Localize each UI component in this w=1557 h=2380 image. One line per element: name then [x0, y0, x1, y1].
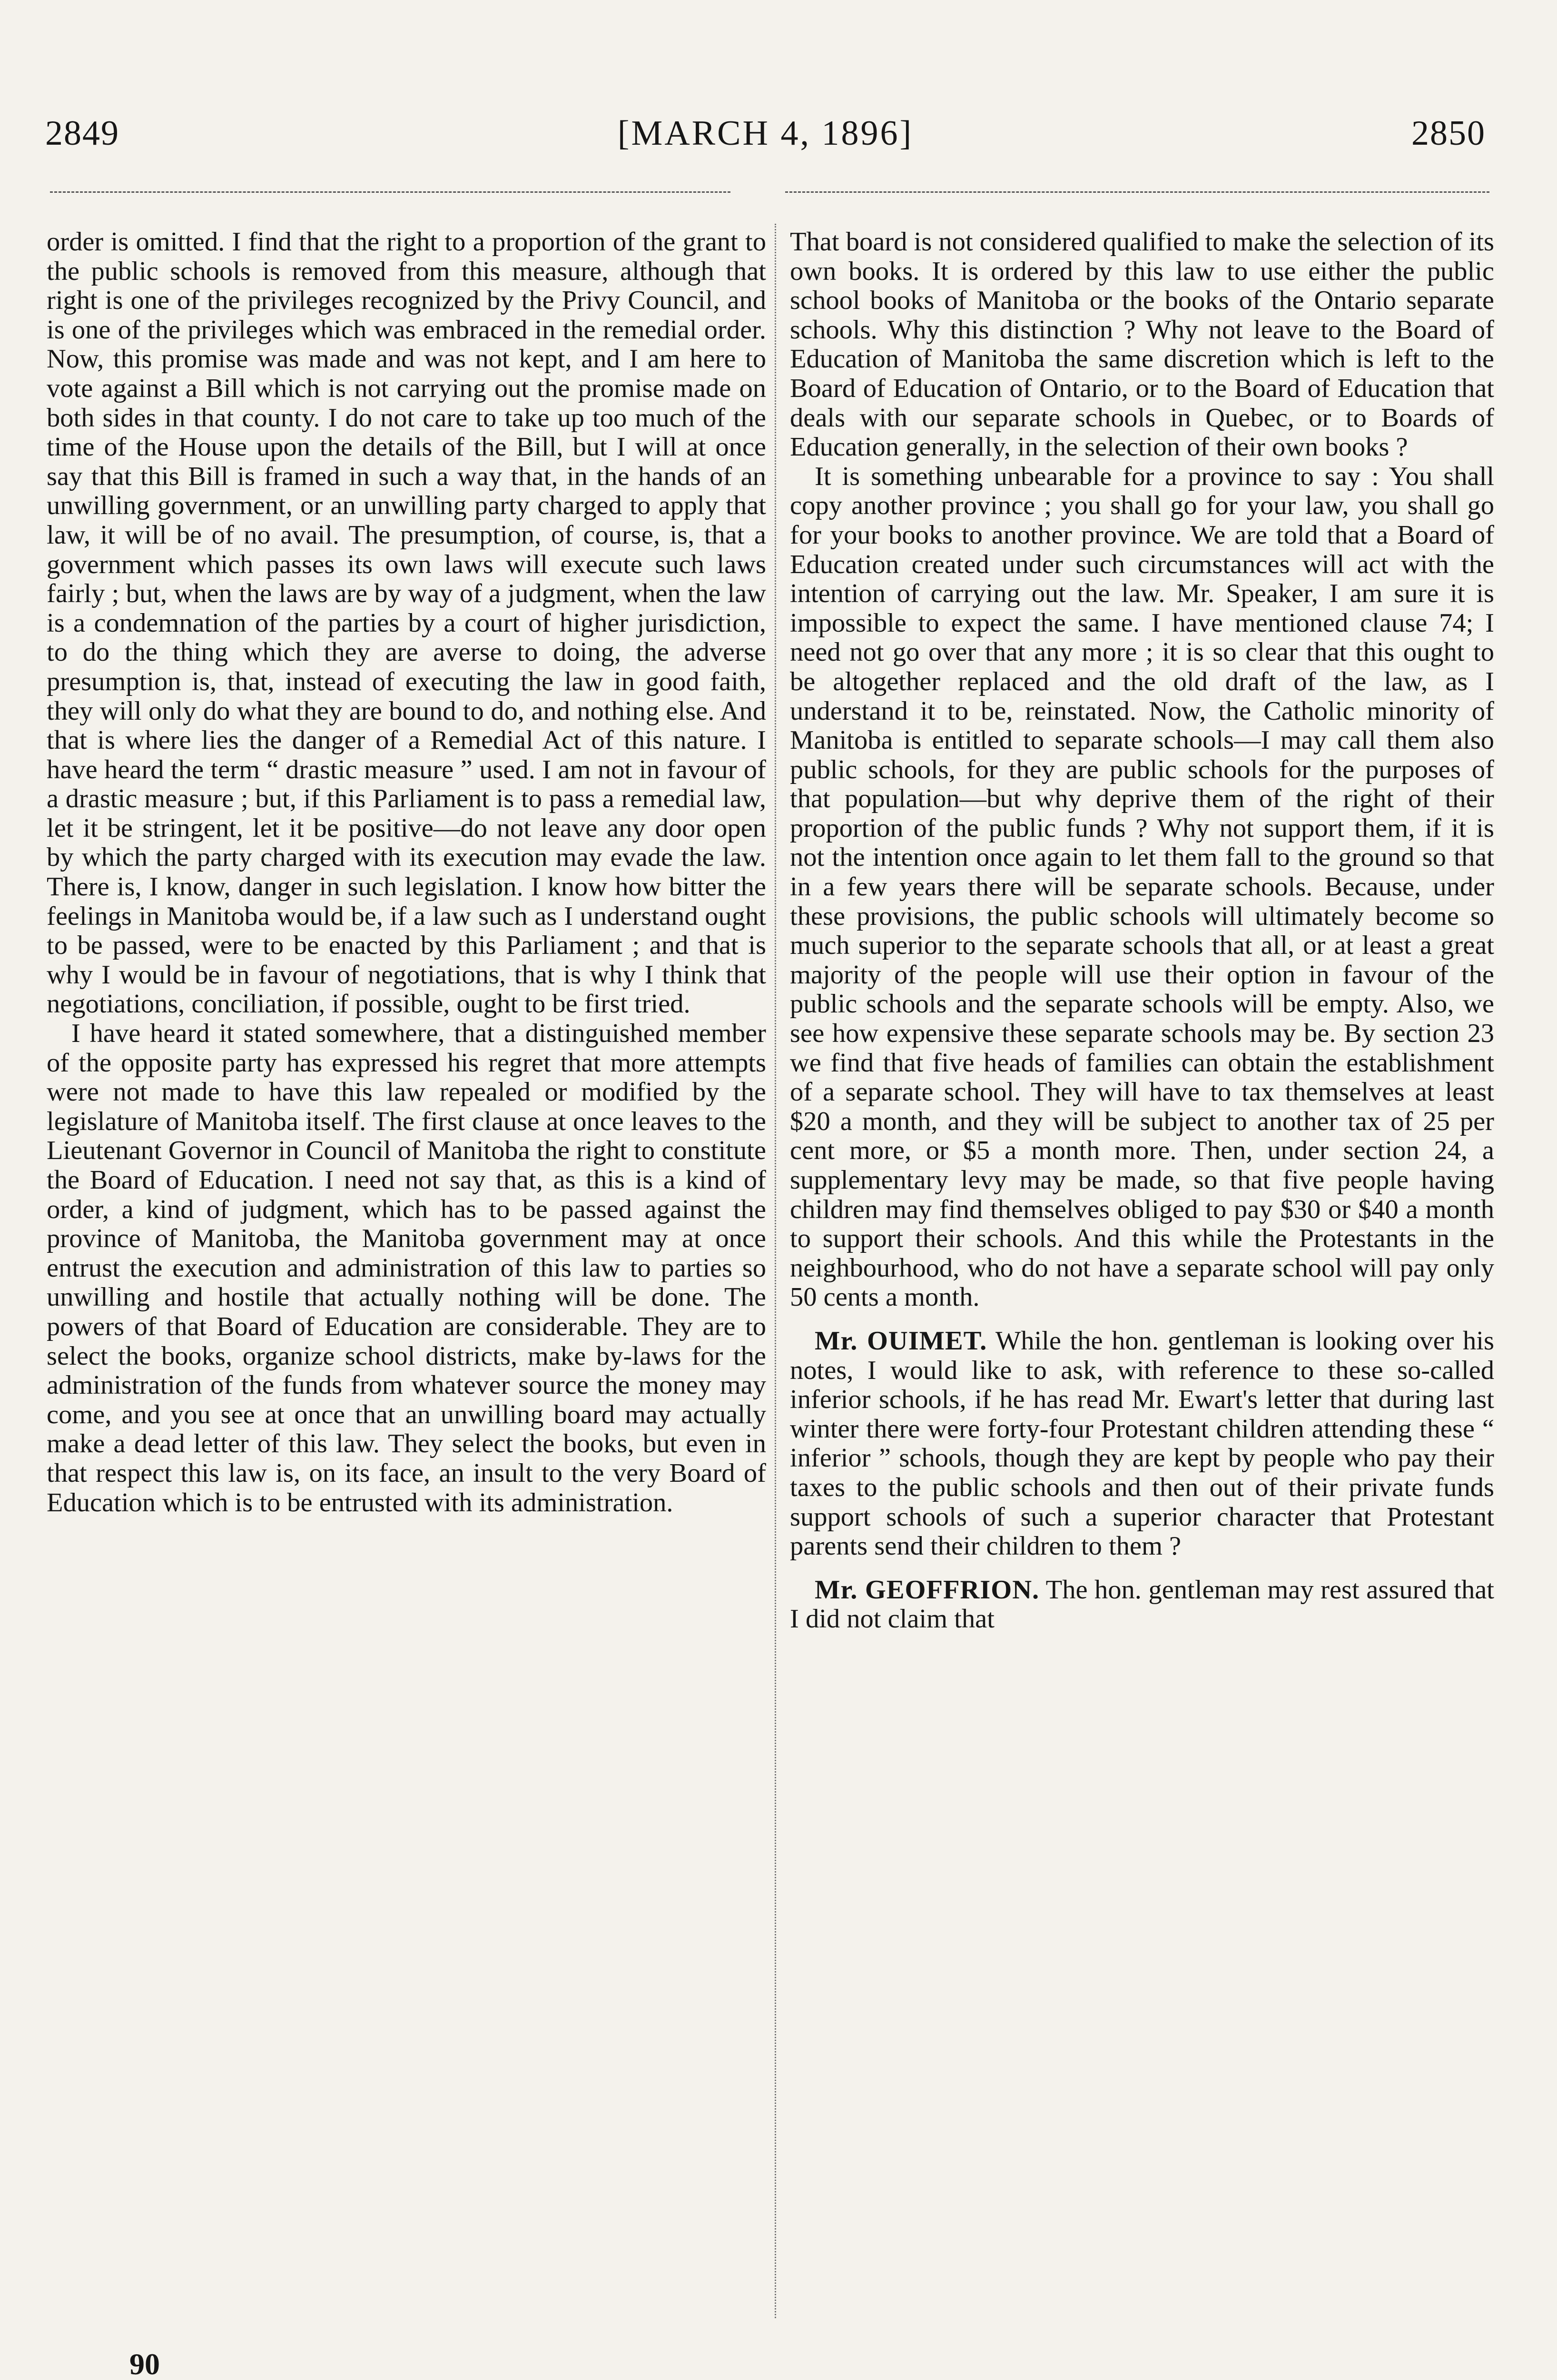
header-date: [MARCH 4, 1896] — [617, 114, 914, 153]
right-column — [790, 228, 1494, 1634]
left-paragraph-1: order is omitted. I find that the right to a proportion of the grant to the public schools is removed from this measure, although that right is one of the privileges recognized by the Privy Council, and is one of the privileges which was embraced in the remedial order. Now, this promise was made and was not kept, and I am here to vote against a Bill which is not carrying out the promise made on both sides in that county. I do not care to take up too much of the time of the House upon the details of the Bill, but I will at once say that this Bill is framed in such a way that, in the hands of an unwilling government, or an unwilling party charged to apply that law, it will be of no avail. The presumption, of course, is, that a government which passes its own laws will execute such laws fairly ; but, when the laws are by way of a judgment, when the law is a condemnation of the parties by a court of higher jurisdiction, to do the thing which they are averse to doing, the adverse presumption is, that, instead of executing the law in good faith, they will only do what they are bound to do, and nothing else. And that is where lies the danger of a Remedial Act of this nature. I have heard the term “ drastic measure ” used. I am not in favour of a drastic measure ; but, if this Parliament is to pass a remedial law, let it be stringent, let it be positive—do not leave any door open by which the party charged with its execution may evade the law. There is, I know, danger in such legislation. I know how bitter the feelings in Manitoba would be, if a law such as I understand ought to be passed, were to be enacted by this Parliament ; and that is why I would be in favour of negotiations, that is why I think that negotiations, conciliation, if possible, ought to be first tried. — [47, 227, 766, 1019]
right-paragraph-3 — [790, 1327, 1494, 1561]
signature-number: 90 — [129, 2347, 160, 2380]
header-rule-right — [785, 191, 1489, 193]
speech-text: While the hon. gentleman is looking over his notes, I would like to ask, with reference to these so-called inferior schools, if he has read Mr. Ewart's letter that during last winter there were forty-four Protestant children attending these “ inferior ” schools, though they are kept by people who pay their taxes to the public schools and then out of their private funds support schools of such a superior character that Protestant parents send their children to them ? — [790, 1326, 1494, 1561]
left-column — [47, 228, 766, 1517]
left-paragraph-2: I have heard it stated somewhere, that a distinguished member of the opposite party has expressed his regret that more attempts were not made to have this law repealed or modified by the legislature of Manitoba itself. The first clause at once leaves to the Lieutenant Governor in Council of Manitoba the right to constitute the Board of Education. I need not say that, as this is a kind of order, a kind of judgment, which has to be passed against the province of Manitoba, the Manitoba government may at once entrust the execution and administration of this law to parties so unwilling and hostile that actually nothing will be done. The powers of that Board of Education are considerable. They are to select the books, organize school districts, make by-laws for the administration of the funds from whatever source the money may come, and you see at once that an unwilling board may actually make a dead letter of this law. They select the books, but even in that respect this law is, on its face, an insult to the very Board of Education which is to be entrusted with its administration. — [47, 1019, 766, 1517]
page-number-left: 2849 — [45, 114, 119, 153]
right-paragraph-1: That board is not considered qualified to make the selection of its own books. It is ordered by this law to use either the public school books of Manitoba or the books of the Ontario separate schools. Why this distinction ? Why not leave to the Board of Education of Manitoba the same discretion which is left to the Board of Education of Ontario, or to the Board of Education that deals with our separate schools in Quebec, or to Boards of Education generally, in the selection of their own books ? — [790, 227, 1494, 462]
right-paragraph-2: It is something unbearable for a province to say : You shall copy another province ; you shall go for your law, you shall go for your books to another province. We are told that a Board of Education created under such circumstances will act with the intention of carrying out the law. Mr. Speaker, I am sure it is impossible to expect the same. I have mentioned clause 74; I need not go over that any more ; it is so clear that this ought to be altogether replaced and the old draft of the law, as I understand it to be, reinstated. Now, the Catholic minority of Manitoba is entitled to separate schools—I may call them also public schools, for they are public schools for the purposes of that population—but why deprive them of the right of their proportion of the public funds ? Why not support them, if it is not the intention once again to let them fall to the ground so that in a few years there will be separate schools. Because, under these provisions, the public schools will ultimately become so much superior to the separate schools that all, or at least a great majority of the people will use their option in favour of the public schools and the separate schools will be empty. Also, we see how expensive these separate schools may be. By section 23 we find that five heads of families can obtain the establishment of a separate school. They will have to tax themselves at least $20 a month, and they will be subject to another tax of 25 per cent more, or $5 a month more. Then, under section 24, a supplementary levy may be made, so that five people having children may find themselves obliged to pay $30 or $40 a month to support their schools. And this while the Protestants in the neighbourhood, who do not have a separate school will pay only 50 cents a month. — [790, 461, 1494, 1312]
right-paragraph-4 — [790, 1576, 1494, 1634]
page-header — [45, 113, 1486, 170]
header-rule-left — [50, 191, 730, 193]
speaker-name: Mr. OUIMET. — [815, 1326, 987, 1356]
speaker-name: Mr. GEOFFRION. — [815, 1575, 1040, 1605]
page-number-right: 2850 — [1411, 114, 1486, 153]
column-divider — [775, 224, 776, 2318]
speech-text: The hon. gentleman may rest assured that I did not claim that — [790, 1575, 1494, 1634]
